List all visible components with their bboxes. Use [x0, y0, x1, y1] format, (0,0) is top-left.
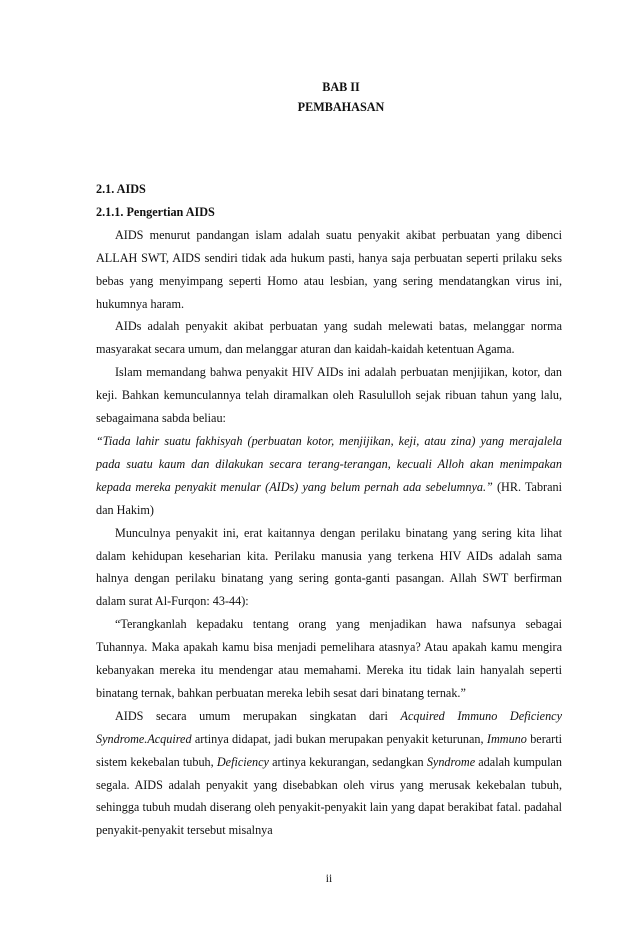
paragraph-2: AIDs adalah penyakit akibat perbuatan yang sudah melewati batas, melanggar norma masyarakat secara umum, dan melanggar aturan dan kaidah-kaidah ketentuan Agama. — [96, 319, 562, 357]
hadith-quote: “Tiada lahir suatu fakhisyah (perbuatan kotor, menjijikan, keji, atau zina) yang merajalela pada suatu kaum dan dilakukan secara terang-terangan, kecuali Alloh akan menimpakan kepada mereka penyakit menular (AIDs) yang belum pernah ada sebelumnya.” — [96, 433, 562, 494]
paragraph-1: AIDS menurut pandangan islam adalah suatu penyakit akibat perbuatan yang dibenci ALLAH SWT, AIDS sendiri tidak ada hukum pasti, hanya saja perbuatan seperti prilaku seks bebas yang menyimpang seperti Homo atau lesbian, yang sering mendatangkan virus ini, hukumnya haram. — [96, 227, 562, 311]
p6-text-4: artinya kekurangan, sedangkan — [268, 754, 427, 769]
p6-text-5: adalah kumpulan segala. AIDS adalah penyakit yang disebabkan oleh virus yang merusak kekebalan tubuh, sehingga tubuh mudah diserang oleh penyakit-penyakit lain yang dapat berakibat fatal. padahal penyakit-penyakit tersebut misalnya — [96, 754, 562, 838]
chapter-number: BAB II — [322, 80, 360, 94]
page-number: ii — [325, 873, 333, 885]
paragraph-4: Munculnya penyakit ini, erat kaitannya dengan perilaku binatang yang sering kita lihat dalam kehidupan keseharian kita. Perilaku manusia yang terkena HIV AIDs adalah sama halnya dengan perilaku binatang yang sering gonta-ganti pasangan. Allah SWT berfirman dalam surat Al-Furqon: 43-44): — [96, 525, 562, 609]
p6-text-2: artinya didapat, jadi bukan merupakan penyakit keturunan, — [191, 731, 487, 746]
p6-italic-1: Acquired Immuno Deficiency Syndrome.Acquired — [96, 708, 563, 746]
chapter-title: PEMBAHASAN — [297, 100, 385, 114]
p6-text-3: berarti sistem kekebalan tubuh, — [96, 731, 562, 769]
paragraph-6 — [96, 705, 562, 842]
p6-italic-3: Deficiency — [216, 754, 269, 769]
p6-italic-4: Syndrome — [426, 754, 476, 769]
document-body — [96, 178, 562, 842]
p6-italic-2: Immuno — [486, 731, 527, 746]
paragraph-5: “Terangkanlah kepadaku tentang orang yang menjadikan hawa nafsunya sebagai Tuhannya. Maka apakah kamu bisa menjadi pemelihara atasnya? Atau apakah kamu mengira kebanyakan mereka itu mendengar atau memahami. Mereka itu tidak lain hanyalah seperti binatang ternak, bahkan perbuatan mereka lebih sesat dari binatang ternak.” — [96, 617, 562, 700]
paragraph-3: Islam memandang bahwa penyakit HIV AIDs ini adalah perbuatan menjijikan, kotor, dan keji. Bahkan kemunculannya telah diramalkan oleh Rasululloh sejak ribuan tahun yang lalu, sebagaimana sabda beliau: — [96, 365, 562, 426]
p6-text-1: AIDS secara umum merupakan singkatan dari — [115, 708, 401, 723]
hadith-paragraph — [96, 430, 562, 522]
section-heading: 2.1. AIDS — [96, 182, 146, 196]
subsection-heading: 2.1.1. Pengertian AIDS — [96, 204, 215, 219]
hadith-source: (HR. Tabrani dan Hakim) — [96, 479, 563, 517]
